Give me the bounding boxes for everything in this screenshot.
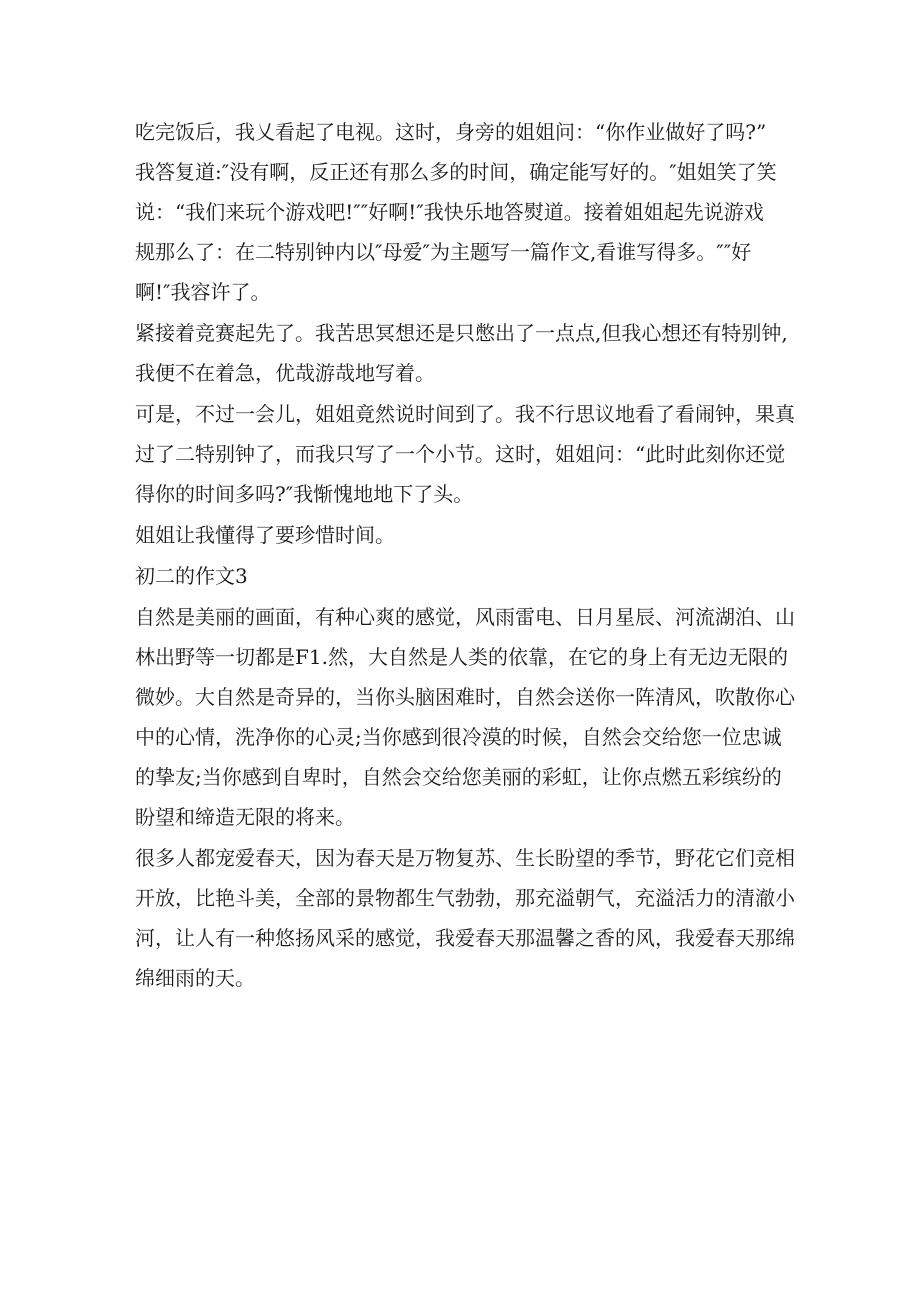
text-line: 姐姐让我懂得了要珍惜时间。 [135, 523, 395, 547]
text-line: 过了二特别钟了，而我只写了一个小节。这时，姐姐问：“此时此刻你还觉 [135, 442, 786, 466]
text-line: 紧接着竞赛起先了。我苦思冥想还是只憋出了一点点,但我心想还有特别钟, [135, 321, 788, 345]
text-line: 说：“我们来玩个游戏吧!″″好啊!″我快乐地答熨道。接着姐姐起先说游戏 [135, 200, 764, 224]
text-line: 吃完饭后，我乂看起了电视。这时，身旁的姐姐问：“你作业做好了吗?” [135, 120, 767, 144]
text-line: 绵细雨的天。 [135, 966, 255, 990]
text-line: 微妙。大自然是奇异的，当你头脑困难时，自然会送你一阵清风，吹散你心 [135, 685, 795, 709]
text-line: 盼望和缔造无限的将来。 [135, 805, 355, 829]
document-body [135, 112, 795, 998]
text-line: 规那么了：在二特别钟内以″母爱″为主题写一篇作文,看谁写得多。″″好 [135, 240, 752, 264]
text-line: 开放，比艳斗美，全部的景物都生气勃勃，那充溢朝气，充溢活力的清澈小 [135, 886, 795, 910]
text-line: 林出野等一切都是F1.然，大自然是人类的依靠，在它的身上有无边无限的 [135, 645, 788, 669]
text-line: 的挚友;当你感到自卑时，自然会交给您美丽的彩虹，让你点燃五彩缤纷的 [135, 765, 782, 789]
text-line: 啊!″我容许了。 [135, 280, 271, 304]
text-line: 很多人都宠爱春天，因为春天是万物复苏、生长盼望的季节，野花它们竞相 [135, 846, 795, 870]
text-line: 可是，不过一会儿，姐姐竟然说时间到了。我不行思议地看了看闹钟，果真 [135, 402, 795, 426]
section-heading: 初二的作文3 [135, 564, 248, 588]
text-line: 得你的时间多吗?″我惭愧地地下了头。 [135, 482, 474, 506]
text-line: 中的心情，洗净你的心灵;当你感到很冷漠的时候，自然会交给您一位忠诚 [135, 725, 782, 749]
text-line: 我便不在着急，优哉游哉地写着。 [135, 361, 435, 385]
text-line: 我答复道:″没有啊，反正还有那么多的时间，确定能写好的。″姐姐笑了笑 [135, 160, 777, 184]
text-line: 自然是美丽的画面，有种心爽的感觉，风雨雷电、日月星辰、河流湖泊、山 [135, 605, 795, 629]
text-line: 河，让人有一种悠扬风采的感觉，我爱春天那温馨之香的风，我爱春天那绵 [135, 926, 795, 950]
